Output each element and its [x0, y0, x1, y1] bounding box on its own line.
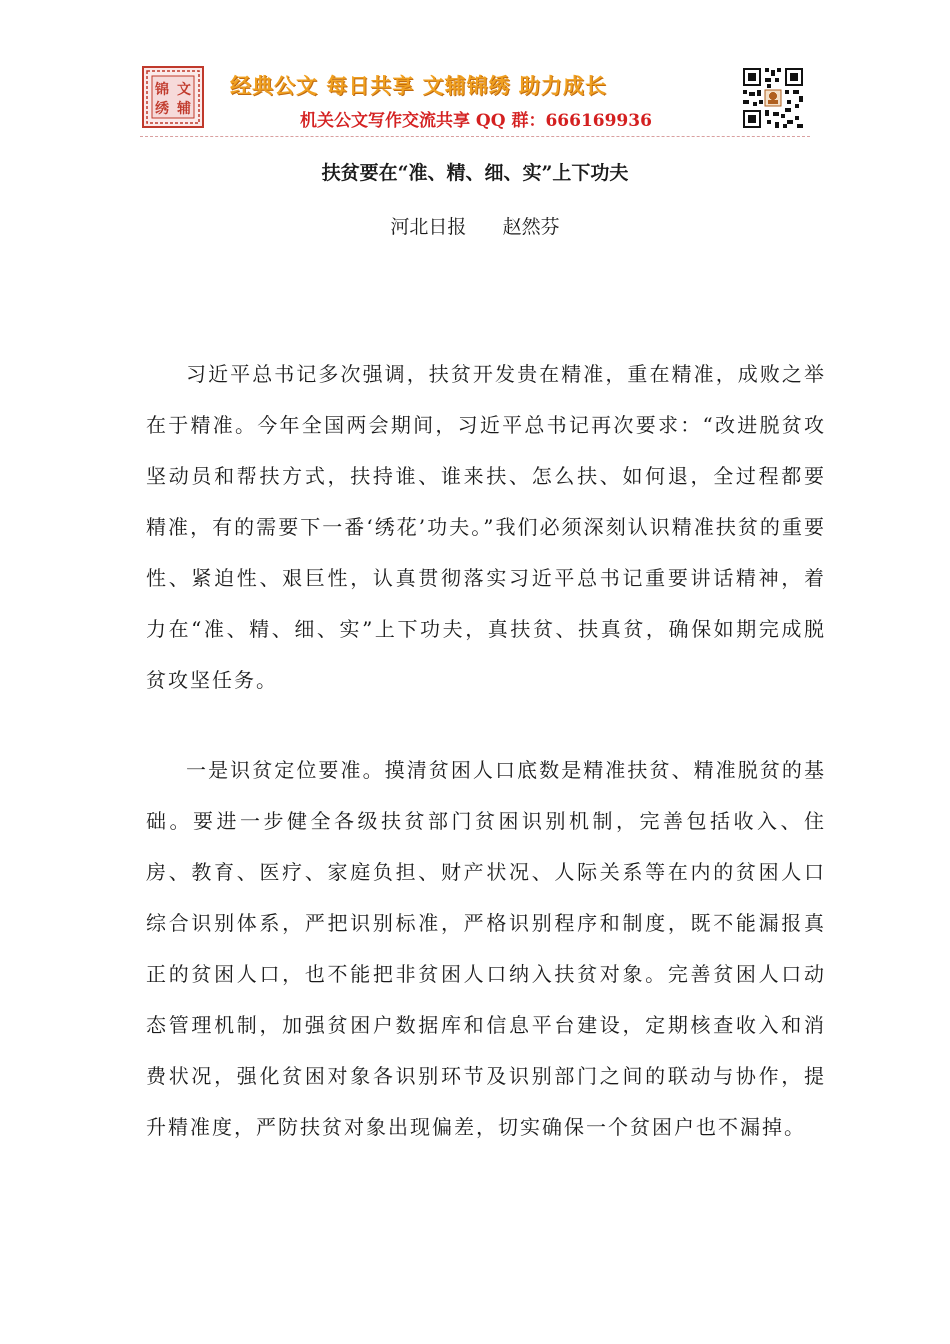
- svg-text:绣: 绣: [155, 101, 169, 117]
- svg-text:锦: 锦: [155, 82, 169, 98]
- svg-text:文: 文: [177, 82, 191, 98]
- qr-code-icon[interactable]: [741, 66, 805, 130]
- article-paragraph: 一是识贫定位要准。摸清贫困人口底数是精准扶贫、精准脱贫的基础。要进一步健全各级扶贫部门贫困识别机制，完善包括收入、住房、教育、医疗、家庭负担、财产状况、人际关系等在内的贫困人口综合识别体系，严把识别标准，严格识别程序和制度，既不能漏报真正的贫困人口，也不能把非贫困人口纳入扶贫对象。完善贫困人口动态管理机制，加强贫困户数据库和信息平台建设，定期核查收入和消费状况，强化贫困对象各识别环节及识别部门之间的联动与协作，提升精准度，严防扶贫对象出现偏差，切实确保一个贫困户也不漏掉。: [146, 758, 826, 1139]
- svg-text:辅: 辅: [177, 101, 191, 117]
- logo-seal-icon: [142, 66, 204, 128]
- header-slogan: 经典公文 每日共享 文辅锦绣 助力成长: [230, 73, 607, 98]
- article-paragraph: 习近平总书记多次强调，扶贫开发贵在精准，重在精准，成败之举在于精准。今年全国两会期间，习近平总书记再次要求：“改进脱贫攻坚动员和帮扶方式，扶持谁、谁来扶、怎么扶、如何退，全过程都要精准，有的需要下一番‘绣花’功夫。”我们必须深刻认识精准扶贫的重要性、紧迫性、艰巨性，认真贯彻落实习近平总书记重要讲话精神，着力在“准、精、细、实”上下功夫，真扶贫、扶真贫，确保如期完成脱贫攻坚任务。: [146, 362, 826, 692]
- article-byline: 河北日报 赵然芬: [390, 216, 560, 238]
- header-banner: [140, 62, 810, 137]
- qq-group-line: 机关公文写作交流共享 QQ 群：666169936: [300, 111, 652, 131]
- article-title: 扶贫要在“准、精、细、实”上下功夫: [321, 162, 629, 184]
